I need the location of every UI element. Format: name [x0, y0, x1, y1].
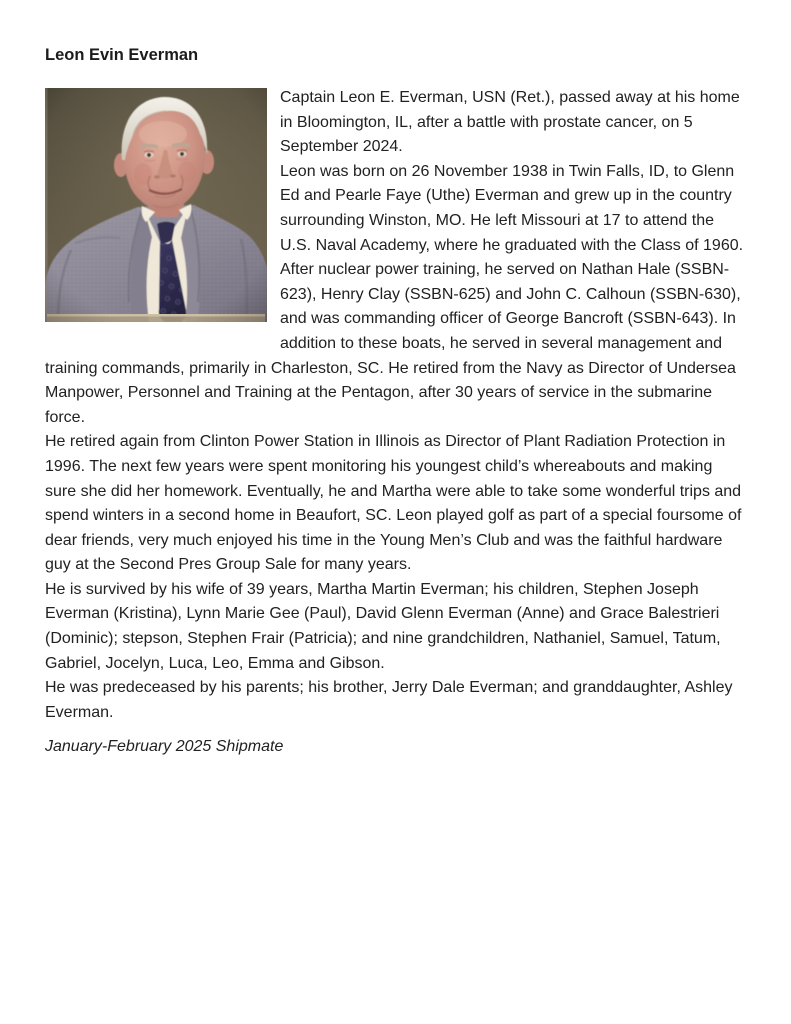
- obituary-paragraph: He was predeceased by his parents; his brother, Jerry Dale Everman; and granddaughter, Ashley Everman.: [45, 679, 733, 721]
- source-citation: January-February 2025 Shipmate: [45, 738, 284, 756]
- obituary-body: [45, 86, 746, 760]
- page-title: Leon Evin Everman: [45, 46, 199, 64]
- obituary-paragraph: Leon was born on 26 November 1938 in Twin Falls, ID, to Glenn Ed and Pearle Faye (Uthe) Everman and grew up in the country surrounding Winston, MO. He left Missouri at 17 to attend the U.S. Naval Academy, where he graduated with the Class of 1960.: [280, 162, 744, 254]
- portrait-photo-illustration: [45, 88, 267, 322]
- obituary-paragraph: Captain Leon E. Everman, USN (Ret.), passed away at his home in Bloomington, IL, after a battle with prostate cancer, on 5 September 2024.: [280, 89, 740, 156]
- obituary-paragraph: He retired again from Clinton Power Station in Illinois as Director of Plant Radiation Protection in 1996. The next few years were spent monitoring his youngest child’s whereabouts and making sure she did her homework. Eventually, he and Martha were able to take some wonderful trips and spend winters in a second home in Beaufort, SC. Leon played golf as part of a special foursome of dear friends, very much enjoyed his time in the Young Men’s Club and was the faithful hardware guy at the Second Pres Group Sale for many years.: [45, 433, 742, 574]
- obituary-paragraph: He is survived by his wife of 39 years, Martha Martin Everman; his children, Stephen Joseph Everman (Kristina), Lynn Marie Gee (Paul), David Glenn Everman (Anne) and Grace Balestrieri (Dominic); stepson, Stephen Frair (Patricia); and nine grandchildren, Nathaniel, Samuel, Tatum, Gabriel, Jocelyn, Luca, Leo, Emma and Gibson.: [45, 580, 721, 672]
- portrait-photo: [45, 88, 267, 322]
- obituary-paragraph: After nuclear power training, he served on Nathan Hale (SSBN-623), Henry Clay (SSBN-625) and John C. Calhoun (SSBN-630), and was commanding officer of George Bancroft (SSBN-643). In addition to these boats, he served in several management and training commands, primarily in Charleston, SC. He retired from the Navy as Director of Undersea Manpower, Personnel and Training at the Pentagon, after 30 years of service in the submarine force.: [45, 261, 741, 426]
